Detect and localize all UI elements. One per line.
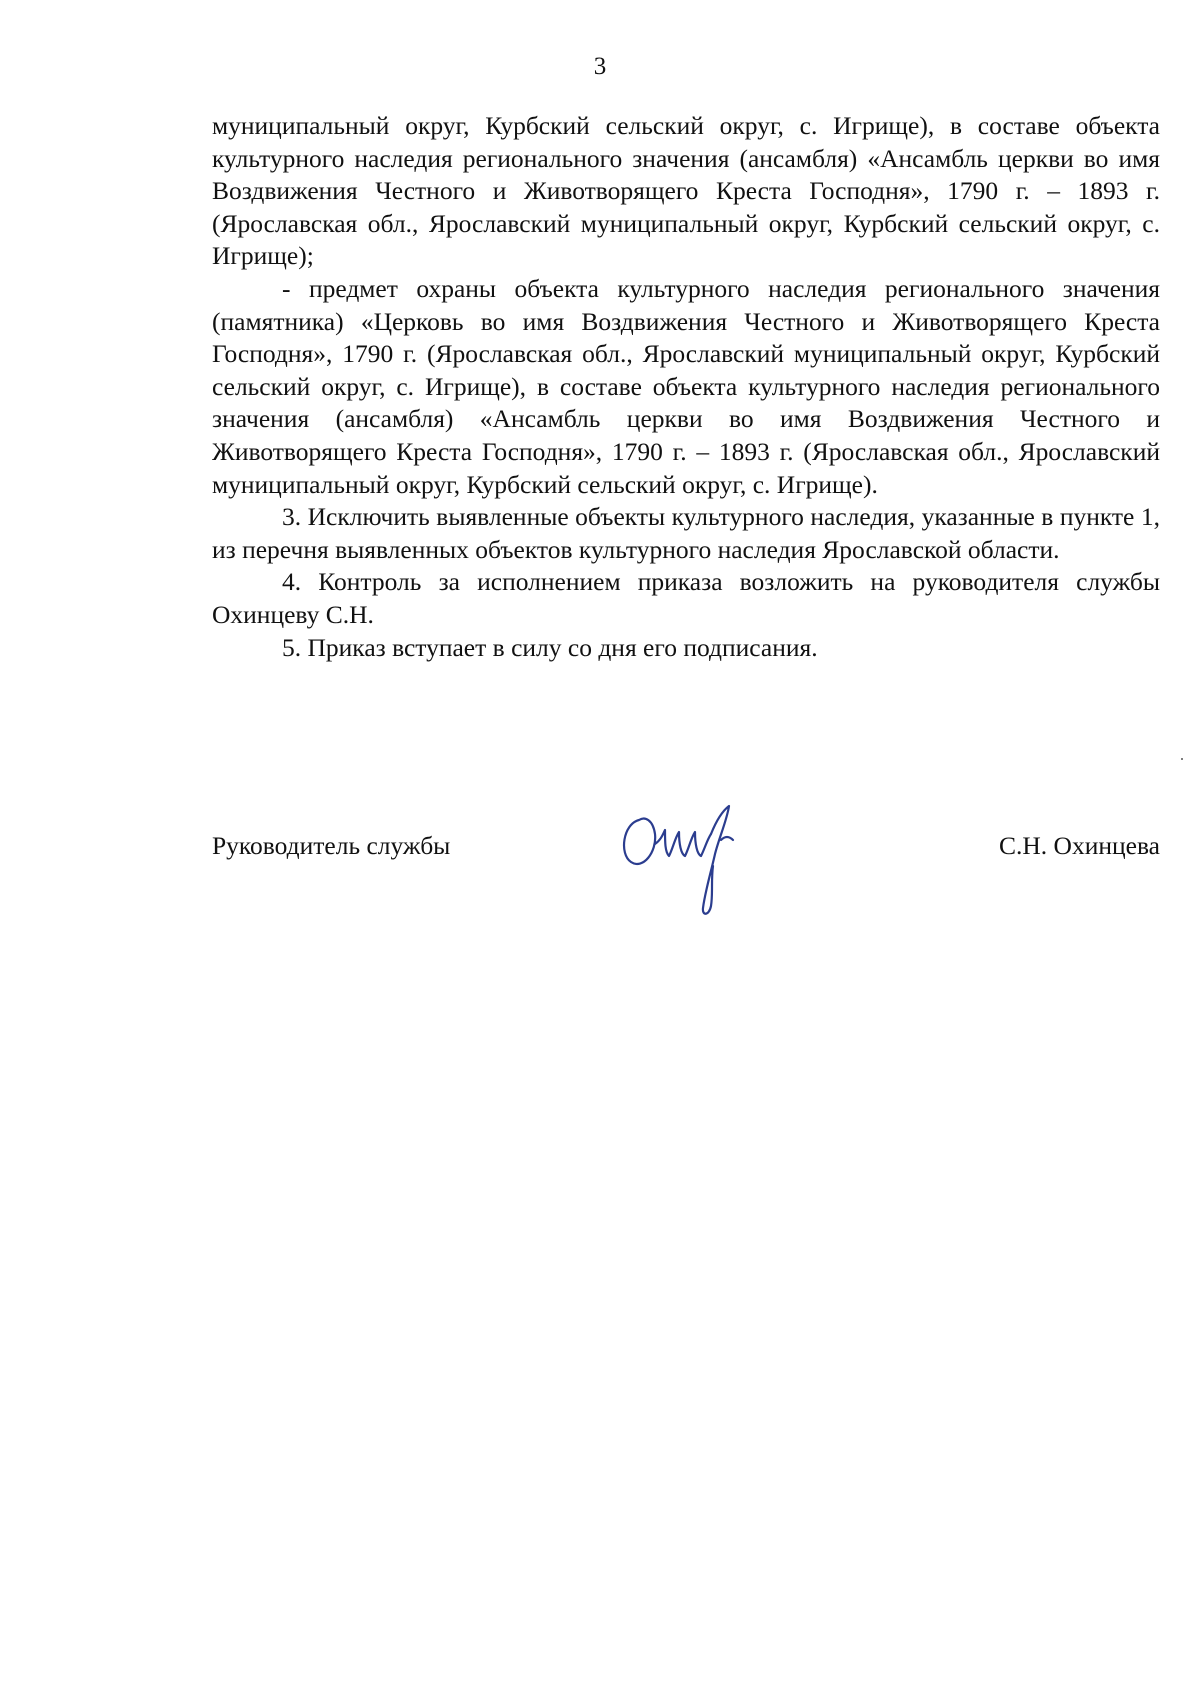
page-number: 3 bbox=[593, 53, 607, 80]
paragraph-continuation: муниципальный округ, Курбский сельский округ, с. Игрище), в составе объекта культурного наследия регионального значения (ансамбля) «Ансамбль церкви во имя Воздвижения Честного и Животворящего Креста Господня», 1790 г. – 1893 г. (Ярославская обл., Ярославский муниципальный округ, Курбский сельский округ, с. Игрище); bbox=[212, 111, 1160, 271]
signatory-position: Руководитель службы bbox=[212, 831, 451, 860]
paragraph-item-4: 4. Контроль за исполнением приказа возложить на руководителя службы Охинцеву С.Н. bbox=[212, 567, 1160, 629]
scan-artifact-dot bbox=[1181, 758, 1183, 760]
paragraph-item-5: 5. Приказ вступает в силу со дня его подписания. bbox=[282, 632, 818, 662]
signatory-name: С.Н. Охинцева bbox=[999, 831, 1160, 860]
paragraph-item-3: 3. Исключить выявленные объекты культурного наследия, указанные в пункте 1, из перечня выявленных объектов культурного наследия Ярославской области. bbox=[212, 502, 1160, 564]
document-body bbox=[212, 110, 1160, 664]
signature-block bbox=[212, 800, 1160, 920]
handwritten-signature bbox=[617, 800, 767, 920]
paragraph-protection-subject: - предмет охраны объекта культурного наследия регионального значения (памятника) «Церковь во имя Воздвижения Честного и Животворящего Креста Господня», 1790 г. (Ярославская обл., Ярославский муниципальный округ, Курбский сельский округ, с. Игрище), в составе объекта культурного наследия регионального значения (ансамбля) «Ансамбль церкви во имя Воздвижения Честного и Животворящего Креста Господня», 1790 г. – 1893 г. (Ярославская обл., Ярославский муниципальный округ, Курбский сельский округ, с. Игрище). bbox=[212, 273, 1160, 499]
